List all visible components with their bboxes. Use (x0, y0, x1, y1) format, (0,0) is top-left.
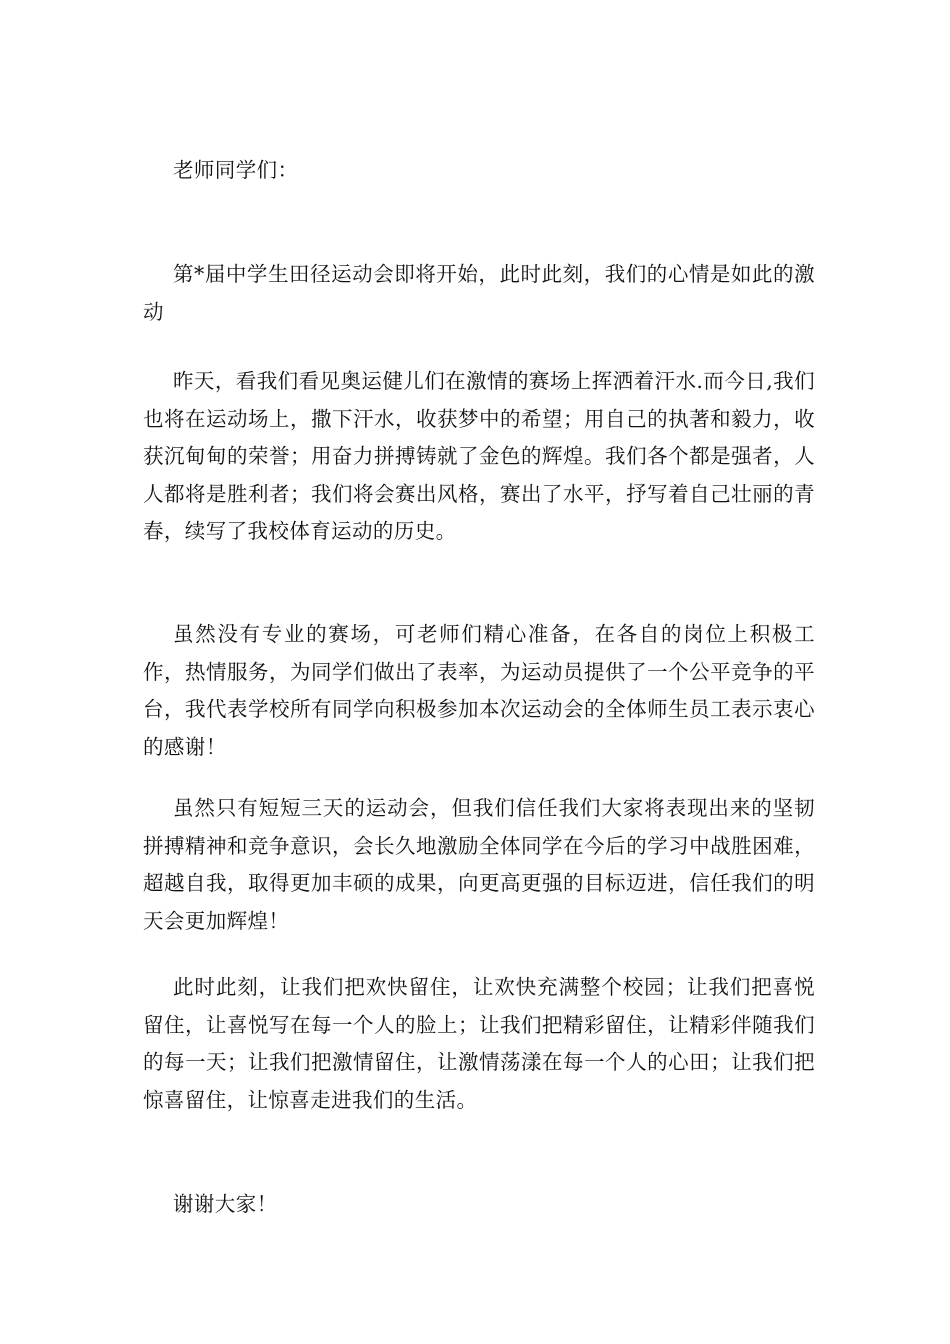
paragraph-three-days: 虽然只有短短三天的运动会，但我们信任我们大家将表现出来的坚韧拼搏精神和竞争意识，会长久地激励全体同学在今后的学习中战胜困难，超越自我，取得更加丰硕的成果，向更高更强的目标迈进，信任我们的明天会更加辉煌！ (143, 796, 815, 933)
closing: 谢谢大家！ (173, 1192, 278, 1216)
paragraph-yesterday: 昨天，看我们看见奥运健儿们在激情的赛场上挥洒着汗水.而今日,我们也将在运动场上，撒下汗水，收获梦中的希望；用自己的执著和毅力，收获沉甸甸的荣誉；用奋力拼搏铸就了金色的辉煌。我们各个都是强者，人人都将是胜利者；我们将会赛出风格，赛出了水平，抒写着自己壮丽的青春，续写了我校体育运动的历史。 (143, 369, 815, 543)
salutation: 老师同学们： (173, 158, 299, 182)
paragraph-thanks-teachers: 虽然没有专业的赛场，可老师们精心准备，在各自的岗位上积极工作，热情服务，为同学们做出了表率，为运动员提供了一个公平竞争的平台，我代表学校所有同学向积极参加本次运动会的全体师生员工表示衷心的感谢！ (143, 622, 815, 759)
paragraph-this-moment: 此时此刻，让我们把欢快留住，让欢快充满整个校园；让我们把喜悦留住，让喜悦写在每一个人的脸上；让我们把精彩留住，让精彩伴随我们的每一天；让我们把激情留住，让激情荡漾在每一个人的心田；让我们把惊喜留住，让惊喜走进我们的生活。 (143, 975, 815, 1112)
paragraph-opening: 第*届中学生田径运动会即将开始，此时此刻，我们的心情是如此的激动 (143, 262, 815, 324)
